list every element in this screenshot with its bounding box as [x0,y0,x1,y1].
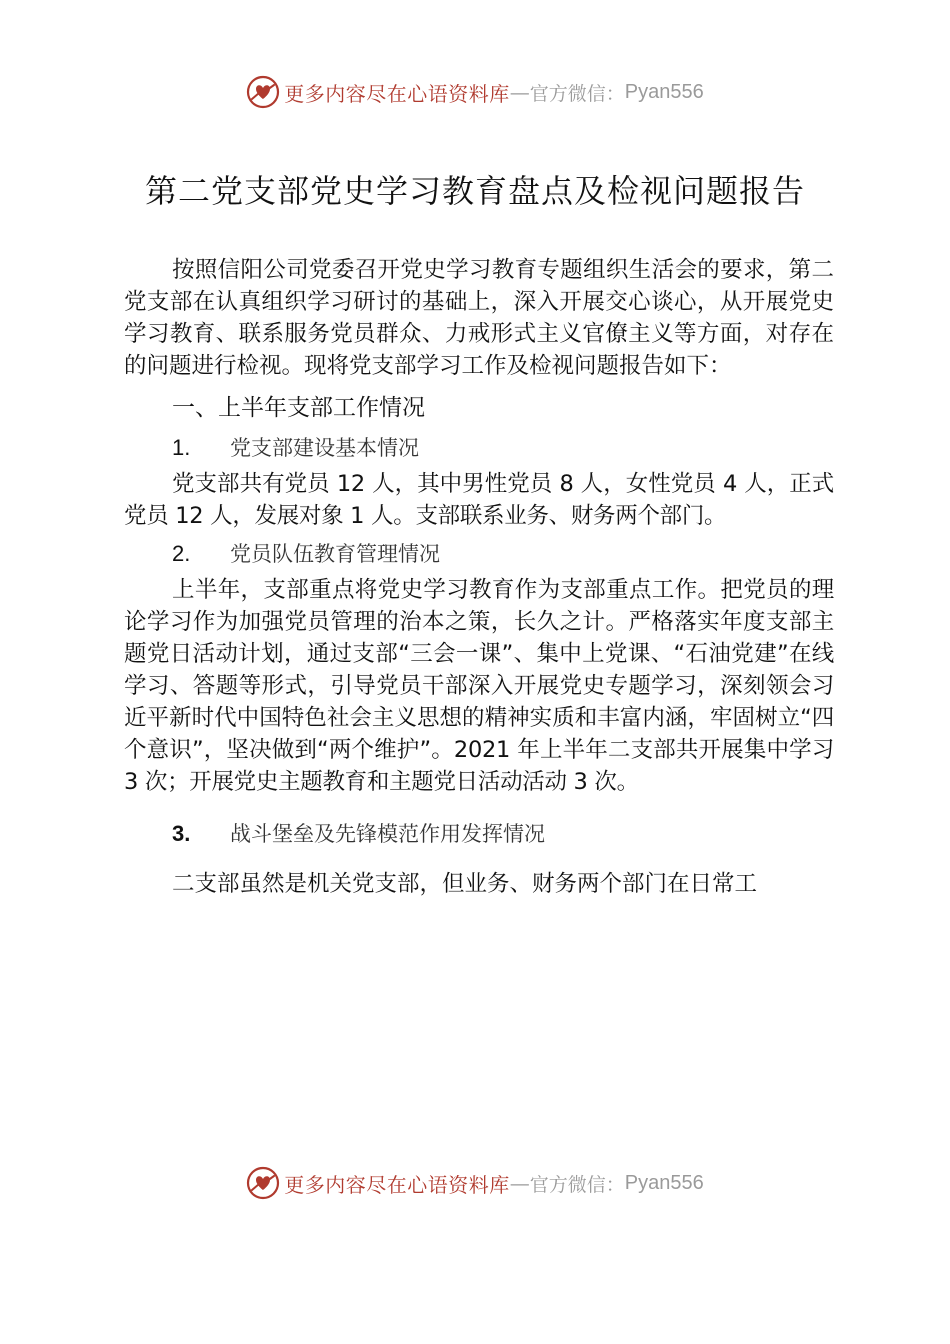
subsection-title: 战斗堡垒及先锋模范作用发挥情况 [230,822,545,846]
subsection-heading-3 [124,818,834,850]
footer-watermark [0,1163,950,1203]
intro-paragraph: 按照信阳公司党委召开党史学习教育专题组织生活会的要求，第二党支部在认真组织学习研讨的基础上，深入开展交心谈心，从开展党史学习教育、联系服务党员群众、力戒形式主义官僚主义等方面，对存在的问题进行检视。现将党支部学习工作及检视问题报告如下： [124,257,834,379]
subsection-body-2: 上半年，支部重点将党史学习教育作为支部重点工作。把党员的理论学习作为加强党员管理的治本之策，长久之计。严格落实年度支部主题党日活动计划，通过支部“三会一课”、集中上党课、“石油党建”在线学习、答题等形式，引导党员干部深入开展党史专题学习，深刻领会习近平新时代中国特色社会主义思想的精神实质和丰富内涵，牢固树立“四个意识”，坚决做到“两个维护”。2021 年上半年二支部共开展集中学习 3 次；开展党史主题教育和主题党日活动活动 3 次。 [124,577,834,795]
subsection-number: 2. [172,541,191,566]
watermark-contact-id: Pyan556 [624,80,704,103]
watermark-separator: — [509,1171,530,1195]
subsection-title: 党支部建设基本情况 [230,436,419,460]
subsection-body-3: 二支部虽然是机关党支部，但业务、财务两个部门在日常工 [172,871,758,897]
document-title: 第二党支部党史学习教育盘点及检视问题报告 [144,172,805,210]
subsection-body-1: 党支部共有党员 12 人，其中男性党员 8 人，女性党员 4 人，正式党员 12 人，发展对象 1 人。支部联系业务、财务两个部门。 [124,471,834,529]
document-body [124,254,834,900]
subsection-heading-1 [124,432,834,464]
watermark-contact-label: 官方微信： [529,82,625,105]
section-heading: 一、上半年支部工作情况 [172,395,425,421]
heart-logo-icon [246,1166,280,1200]
subsection-number: 3. [172,821,191,846]
heart-logo-icon [246,75,280,109]
watermark-text: 更多内容尽在心语资料库 [284,81,510,106]
watermark-contact-label: 官方微信： [529,1173,625,1196]
subsection-number: 1. [172,435,191,460]
subsection-title: 党员队伍教育管理情况 [230,542,440,566]
watermark-contact-id: Pyan556 [624,1171,704,1194]
header-watermark [0,72,950,112]
watermark-text: 更多内容尽在心语资料库 [284,1172,510,1197]
subsection-heading-2 [124,538,834,570]
watermark-separator: — [509,80,530,104]
